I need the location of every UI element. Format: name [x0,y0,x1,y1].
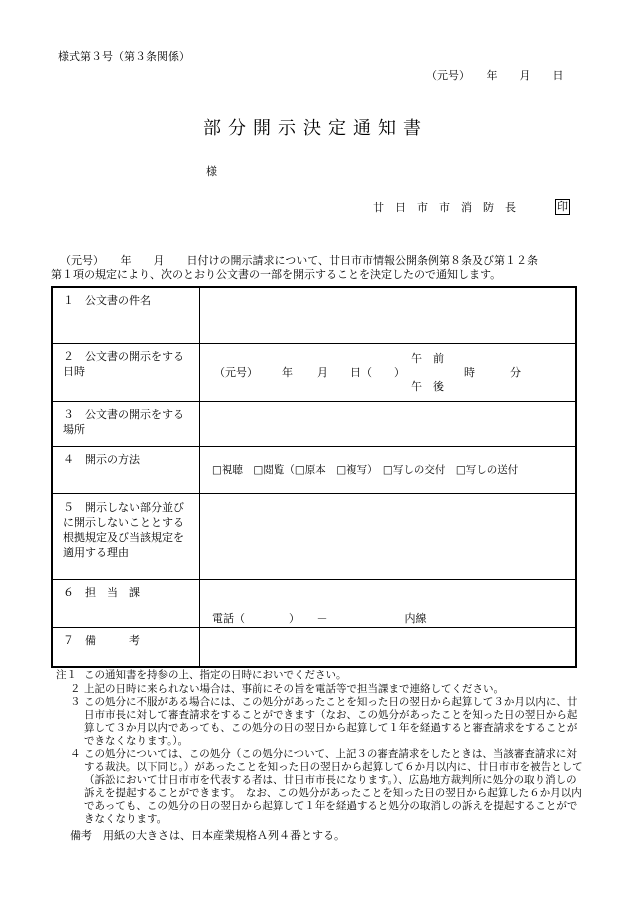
disclosure-place-label: ３ 公文書の開示をする場所 [63,407,184,436]
note-1 [56,669,586,682]
disclosure-datetime-field[interactable] [200,343,577,401]
am-label: 午 前 [411,351,444,365]
note-number: ３ [70,696,81,708]
disclosure-method-field[interactable] [200,446,577,493]
department-field[interactable] [200,579,577,627]
row-label-cell [52,446,200,493]
document-name-label: １ 公文書の件名 [63,294,151,307]
note-number: ２ [70,683,81,695]
method-checkbox-options[interactable]: □視聴 □閲覧（□原本 □複写） □写しの交付 □写しの送付 [212,463,519,476]
note-4 [56,748,586,825]
row-label-cell [52,627,200,667]
table-row [52,287,576,343]
disclosure-datetime-label: ２ 公文書の開示をする日時 [63,349,184,378]
table-row [52,343,576,401]
row-label-cell [52,287,200,343]
note-2 [56,683,586,696]
note-number: ４ [70,748,81,760]
table-row [52,627,576,667]
row-label-cell [52,401,200,446]
table-row [52,579,576,627]
date-line: （元号） 年 月 日 [426,69,564,82]
remarks-field[interactable] [200,627,577,667]
row-label-cell [52,579,200,627]
note-text: この処分に不服がある場合には、この処分があったことを知った日の翌日から起算して３か月以内に、廿日市市長に対して審査請求をすることができます（なお、この処分があったことを知った日の翌日から起算して３か月以内であっても、この処分の日の翌日から起算して１年を経過すると審査請求をすることができなくなります。）。 [84,696,578,747]
month-label: 月 [317,365,328,379]
hour-label: 時 [464,365,475,379]
remarks-label: ７ 備 考 [63,633,140,647]
non-disclosure-reason-field[interactable] [200,493,577,579]
pm-label: 午 後 [411,379,444,393]
document-name-field[interactable] [200,287,577,343]
era-label: （元号） [214,365,258,379]
row-label-cell [52,493,200,579]
minute-label: 分 [510,365,521,379]
table-row [52,401,576,446]
row-label-cell [52,343,200,401]
disclosure-method-label: ４ 開示の方法 [63,452,140,466]
seal-mark: 印 [557,200,568,213]
intro-line-1: （元号） 年 月 日付けの開示請求について、廿日市市情報公開条例第８条及び第１２条 [60,254,539,267]
phone-line: 電話（ ） － 内線 [212,611,427,625]
disclosure-form-table [51,286,577,668]
note-text: この通知書を持参の上、指定の日時においでください。 [84,669,347,681]
issuer-name: 廿 日 市 市 消 防 長 [373,201,516,214]
year-label: 年 [282,365,293,379]
intro-line-2: 第１項の規定により、次のとおり公文書の一部を開示することを決定したので通知します。 [51,268,502,281]
note-3 [56,696,586,748]
form-number: 様式第３号（第３条関係） [58,50,190,63]
paper-size-remark: 備考 用紙の大きさは、日本産業規格Ａ列４番とする。 [70,829,345,842]
non-disclosure-reason-label: ５ 開示しない部分並びに開示しないこととする根拠規定及び当該規定を適用する理由 [63,500,184,559]
addressee-suffix: 様 [206,165,217,178]
note-text: この処分については、この処分（この処分について、上記３の審査請求をしたときは、当該審査請求に対する裁決。以下同じ。）があったことを知った日の翌日から起算して６か月以内に、廿日市市を被告として（訴訟において廿日市市を代表する者は、廿日市市長になります。）、広島地方裁判所に処分の取り消しの訴えを提起することができます。 なお、この処分があったことを知った日の翌日から起算した６か月以内であっても、この処分の日の翌日から起算して１年を経過すると処分の取消しの訴えを提起することができなくなります。 [84,748,583,825]
day-label: 日（ ） [350,365,405,379]
document-title: 部分開示決定通知書 [203,118,428,139]
disclosure-place-field[interactable] [200,401,577,446]
note-text: 上記の日時に来られない場合は、事前にその旨を電話等で担当課まで連絡してください。 [84,683,504,695]
department-label: ６ 担 当 課 [63,585,140,599]
note-number: 注１ [56,669,77,681]
table-row [52,493,576,579]
table-row [52,446,576,493]
